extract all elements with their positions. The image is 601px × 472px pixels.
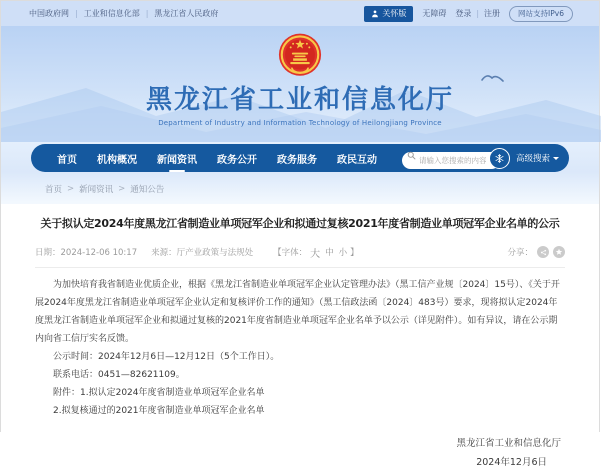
gov-links bbox=[29, 8, 218, 19]
font-label-close: 】 bbox=[350, 248, 359, 258]
nav-item-gov-services[interactable]: 政务服务 bbox=[277, 154, 317, 166]
top-utility-bar bbox=[1, 1, 599, 26]
breadcrumb-separator: > bbox=[118, 184, 126, 194]
paragraph: 联系电话：0451—82621109。 bbox=[53, 370, 185, 380]
care-mode-button[interactable] bbox=[364, 6, 413, 22]
breadcrumb-home[interactable]: 首页 bbox=[45, 185, 63, 195]
search-button[interactable] bbox=[489, 148, 510, 169]
separator: | bbox=[476, 9, 480, 18]
font-size-large-button[interactable]: 大 bbox=[310, 248, 321, 260]
search-input[interactable] bbox=[402, 152, 500, 169]
nav-item-home[interactable]: 首页 bbox=[57, 154, 77, 166]
link-miit[interactable]: 工业和信息化部 | bbox=[84, 8, 155, 19]
accessibility-link[interactable]: 无障碍 bbox=[422, 9, 447, 18]
nav-item-gov-affairs[interactable]: 政务公开 bbox=[217, 154, 257, 166]
bird-icon bbox=[480, 70, 506, 86]
breadcrumb-separator: > bbox=[67, 184, 75, 194]
site-subtitle-en: Department of Industry and Information Technology of Heilongjiang Province bbox=[158, 118, 442, 127]
paragraph: 公示时间：2024年12月6日—12月12日（5个工作日）。 bbox=[53, 352, 280, 362]
nav-item-news[interactable]: 新闻资讯 bbox=[157, 151, 197, 166]
person-icon bbox=[371, 10, 379, 18]
star-icon bbox=[555, 248, 563, 256]
signature-block bbox=[35, 434, 565, 472]
share-icon bbox=[540, 249, 547, 256]
link-hlj-gov[interactable]: 黑龙江省人民政府 bbox=[154, 9, 219, 18]
ipv6-badge[interactable]: 网站支持IPv6 bbox=[509, 6, 573, 22]
chevron-down-icon bbox=[553, 157, 559, 160]
attachment-link-1[interactable]: 附件：1.拟认定2024年度省制造业单项冠军企业名单 bbox=[53, 388, 265, 398]
font-label-open: 【字体： bbox=[273, 248, 308, 258]
advanced-search-label: 高级搜索 bbox=[515, 154, 550, 164]
national-emblem bbox=[278, 32, 322, 79]
search-group bbox=[402, 148, 559, 169]
breadcrumb-current: 通知公告 bbox=[130, 185, 165, 195]
nav-item-interaction[interactable]: 政民互动 bbox=[337, 154, 377, 166]
topbar-right bbox=[364, 6, 573, 22]
article-body bbox=[35, 276, 565, 420]
font-size-small-button[interactable]: 小 bbox=[338, 248, 348, 258]
attachment-link-2[interactable]: 2.拟复核通过的2021年度省制造业单项冠军企业名单 bbox=[53, 406, 265, 416]
care-mode-label: 关怀版 bbox=[382, 9, 407, 18]
search-icon bbox=[407, 151, 416, 160]
share-button[interactable] bbox=[537, 246, 549, 258]
nav-item-about[interactable]: 机构概况 bbox=[97, 154, 137, 166]
signature-date: 2024年12月6日 bbox=[476, 457, 547, 468]
search-box bbox=[402, 148, 500, 169]
breadcrumb bbox=[1, 172, 599, 204]
register-link[interactable]: 注册 bbox=[484, 9, 501, 18]
signature-organization: 黑龙江省工业和信息化厅 bbox=[456, 438, 561, 449]
favorite-button[interactable] bbox=[553, 246, 565, 258]
article-source: 来源：厅产业政策与法规处 bbox=[151, 248, 254, 258]
content-background bbox=[1, 172, 599, 472]
snowflake-icon bbox=[494, 153, 505, 164]
nav-wrapper bbox=[1, 142, 599, 172]
article-meta bbox=[35, 246, 565, 268]
article bbox=[1, 204, 599, 472]
meta-left bbox=[35, 246, 253, 258]
site-title: 黑龙江省工业和信息化厅 bbox=[145, 85, 454, 115]
advanced-search-link[interactable] bbox=[516, 152, 559, 164]
article-title: 关于拟认定2024年度黑龙江省制造业单项冠军企业和拟通过复核2021年度省制造业单项冠军企业名单的公示 bbox=[40, 217, 560, 230]
site-header bbox=[1, 26, 599, 142]
login-link[interactable]: 登录 bbox=[455, 9, 472, 18]
share-controls bbox=[507, 246, 565, 258]
breadcrumb-news[interactable]: 新闻资讯 bbox=[79, 185, 114, 195]
share-label: 分享： bbox=[507, 248, 533, 258]
paragraph: 为加快培育我省制造业优质企业，根据《黑龙江省制造业单项冠军企业认定管理办法》（黑工信产业规〔2024〕15号）、《关于开展2024年度黑龙江省制造业单项冠军企业认定和复核评价工作的通知》（黑工信政法函〔2024〕483号）要求，现将拟认定2024年度黑龙江省制造业单项冠军企业和拟通过复核的2021年度省制造业单项冠军企业名单予以公示（详见附件）。如有异议，请在公示期内向省工信厅实名反馈。 bbox=[35, 280, 560, 344]
main-navigation bbox=[31, 144, 569, 172]
link-china-gov[interactable]: 中国政府网 | bbox=[29, 8, 84, 19]
nav-links bbox=[57, 151, 377, 166]
font-size-control bbox=[273, 245, 359, 260]
font-size-medium-button[interactable]: 中 bbox=[325, 248, 334, 258]
article-date: 日期：2024-12-06 10:17 bbox=[35, 248, 138, 258]
